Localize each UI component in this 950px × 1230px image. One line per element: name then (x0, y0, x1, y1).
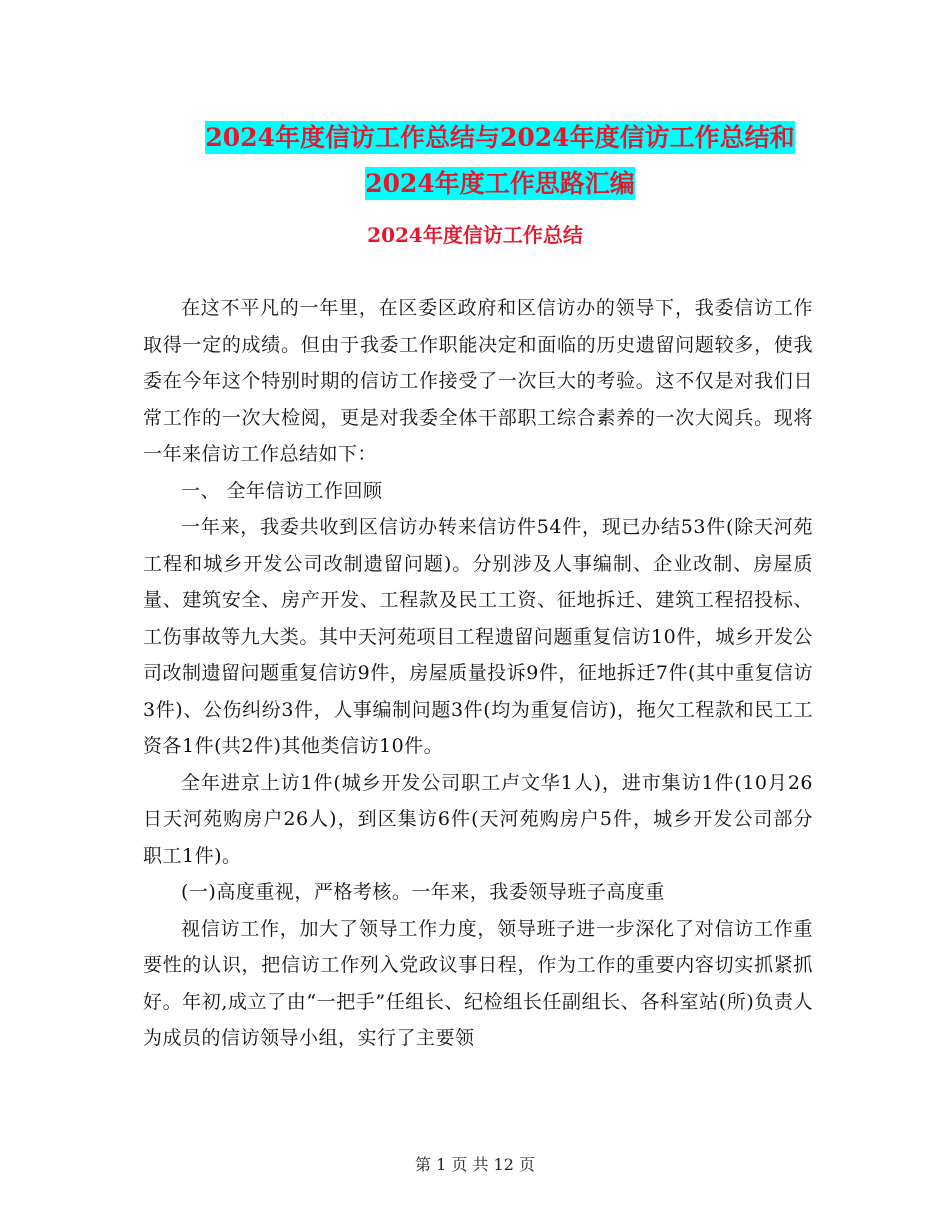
paragraph-subheading: (一)高度重视，严格考核。一年来，我委领导班子高度重 (181, 881, 665, 903)
paragraph-visits: 全年进京上访1件(城乡开发公司职工卢文华1人)，进市集访1件(10月26日天河苑购房户26人)，到区集访6件(天河苑购房户5件，城乡开发公司部分职工1件)。 (143, 771, 813, 867)
paragraph-intro: 在这不平凡的一年里，在区委区政府和区信访办的领导下，我委信访工作取得一定的成绩。但由于我委工作职能决定和面临的历史遗留问题较多，使我委在今年这个特别时期的信访工作接受了一次巨大的考验。这不仅是对我们日常工作的一次大检阅，更是对我委全体干部职工综合素养的一次大阅兵。现将一年来信访工作总结如下： (143, 297, 813, 465)
paragraph-statistics: 一年来，我委共收到区信访办转来信访件54件，现已办结53件(除天河苑工程和城乡开发公司改制遗留问题)。分别涉及人事编制、企业改制、房屋质量、建筑安全、房产开发、工程款及民工工资、征地拆迁、建筑工程招投标、工伤事故等九大类。其中天河苑项目工程遗留问题重复信访10件，城乡开发公司改制遗留问题重复信访9件，房屋质量投诉9件，征地拆迁7件(其中重复信访3件)、公伤纠纷3件，人事编制问题3件(均为重复信访)，拖欠工程款和民工工资各1件(共2件)其他类信访10件。 (143, 516, 813, 757)
paragraph-heading-review: 一、 全年信访工作回顾 (181, 479, 383, 502)
document-body (143, 290, 813, 1057)
paragraph-leadership: 视信访工作，加大了领导工作力度，领导班子进一步深化了对信访工作重要性的认识，把信访工作列入党政议事日程，作为工作的重要内容切实抓紧抓好。年初,成立了由“一把手”任组长、纪检组长任副组长、各科室站(所)负责人为成员的信访领导小组，实行了主要领 (143, 917, 813, 1049)
title-line-1: 2024年度信访工作总结与2024年度信访工作总结和 (205, 123, 795, 152)
section-title: 2024年度信访工作总结 (367, 223, 583, 247)
page-footer: 第 1 页 共 12 页 (415, 1155, 535, 1174)
title-line-2: 2024年度工作思路汇编 (365, 169, 635, 198)
